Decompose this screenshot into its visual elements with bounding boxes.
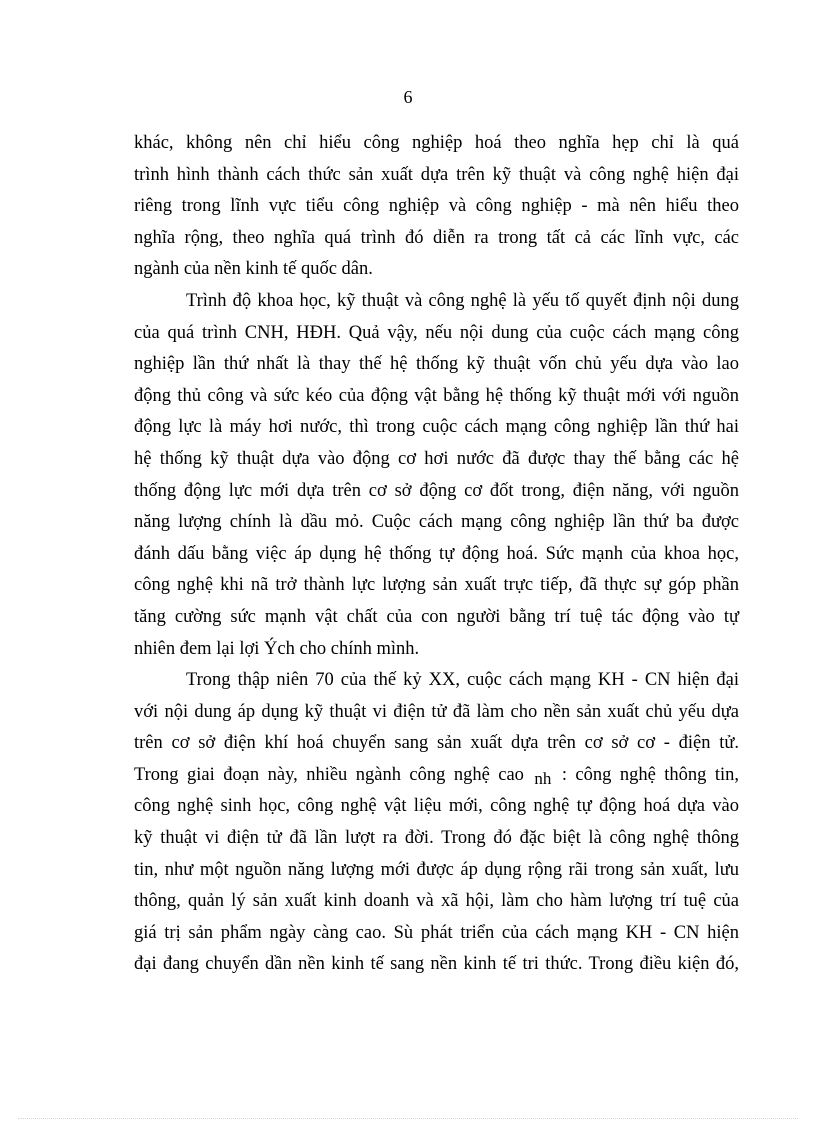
paragraph-3 bbox=[134, 665, 739, 981]
text-segment: Trong giai đoạn này, nhiều ngành công nghệ cao bbox=[134, 764, 524, 785]
paragraph-2 bbox=[134, 286, 739, 665]
text-line: công nghệ sinh học, công nghệ vật liệu mới, công nghệ tự động hoá dựa vào bbox=[134, 796, 739, 817]
paragraph-1 bbox=[134, 128, 739, 286]
text-line: của quá trình CNH, HĐH. Quả vậy, nếu nội dung của cuộc cách mạng công bbox=[134, 322, 739, 343]
page-number: 6 bbox=[403, 87, 413, 107]
text-line: thông, quản lý sản xuất kinh doanh và xã hội, làm cho hàm lượng trí tuệ của bbox=[134, 891, 739, 912]
text-line: động lực là máy hơi nước, thì trong cuộc cách mạng công nghiệp lần thứ hai bbox=[134, 417, 739, 438]
footer-divider bbox=[18, 1118, 798, 1119]
text-line: kỹ thuật vi điện tử đã lần lượt ra đời. Trong đó đặc biệt là công nghệ thông bbox=[134, 828, 739, 849]
text-line: động thủ công và sức kéo của động vật bằng hệ thống kỹ thuật mới với nguồn bbox=[134, 385, 739, 406]
text-line: giá trị sản phẩm ngày càng cao. Sù phát triển của cách mạng KH - CN hiện bbox=[134, 922, 739, 943]
text-line bbox=[134, 760, 739, 792]
text-line: đại đang chuyển dần nền kinh tế sang nền kinh tế tri thức. Trong điều kiện đó, bbox=[134, 954, 739, 975]
text-line: công nghệ khi nã trở thành lực lượng sản xuất trực tiếp, đã thực sự góp phần bbox=[134, 575, 739, 596]
text-line: Trình độ khoa học, kỹ thuật và công nghệ là yếu tố quyết định nội dung bbox=[186, 290, 739, 311]
text-line: khác, không nên chỉ hiểu công nghiệp hoá theo nghĩa hẹp chỉ là quá bbox=[134, 133, 739, 153]
text-line: Trong thập niên 70 của thế kỷ XX, cuộc cách mạng KH - CN hiện đại bbox=[186, 670, 739, 691]
text-line: ngành của nền kinh tế quốc dân. bbox=[134, 259, 373, 280]
text-line: năng lượng chính là dầu mỏ. Cuộc cách mạng công nghiệp lần thứ ba được bbox=[134, 512, 739, 533]
text-line: trình hình thành cách thức sản xuất dựa trên kỹ thuật và công nghệ hiện đại bbox=[134, 164, 739, 185]
text-line: riêng trong lĩnh vực tiểu công nghiệp và công nghiệp - mà nên hiểu theo bbox=[134, 196, 739, 217]
document-body bbox=[134, 128, 739, 981]
text-line: nhiên đem lại lợi Ých cho chính mình. bbox=[134, 638, 420, 659]
subscript-fragment: nh bbox=[534, 768, 552, 788]
text-line: nghĩa rộng, theo nghĩa quá trình đó diễn ra trong tất cả các lĩnh vực, các bbox=[134, 227, 739, 248]
text-line: trên cơ sở điện khí hoá chuyển sang sản xuất dựa trên cơ sở cơ - điện tử. bbox=[134, 733, 739, 754]
text-line: tăng cường sức mạnh vật chất của con người bằng trí tuệ tác động vào tự bbox=[134, 606, 739, 627]
text-line: nghiệp lần thứ nhất là thay thế hệ thống kỹ thuật vốn chủ yếu dựa vào lao bbox=[134, 354, 739, 375]
text-line: đánh dấu bằng việc áp dụng hệ thống tự động hoá. Sức mạnh của khoa học, bbox=[134, 543, 739, 564]
text-line: với nội dung áp dụng kỹ thuật vi điện tử đã làm cho nền sản xuất chủ yếu dựa bbox=[134, 701, 739, 722]
text-line: tin, như một nguồn năng lượng mới được áp dụng rộng rãi trong sản xuất, lưu bbox=[134, 859, 739, 880]
text-line: hệ thống kỹ thuật dựa vào động cơ hơi nước đã được thay thế bằng các hệ bbox=[134, 448, 739, 469]
text-line: thống động lực mới dựa trên cơ sở động cơ đốt trong, điện năng, với nguồn bbox=[134, 480, 739, 501]
text-segment: : công nghệ thông tin, bbox=[561, 764, 739, 785]
